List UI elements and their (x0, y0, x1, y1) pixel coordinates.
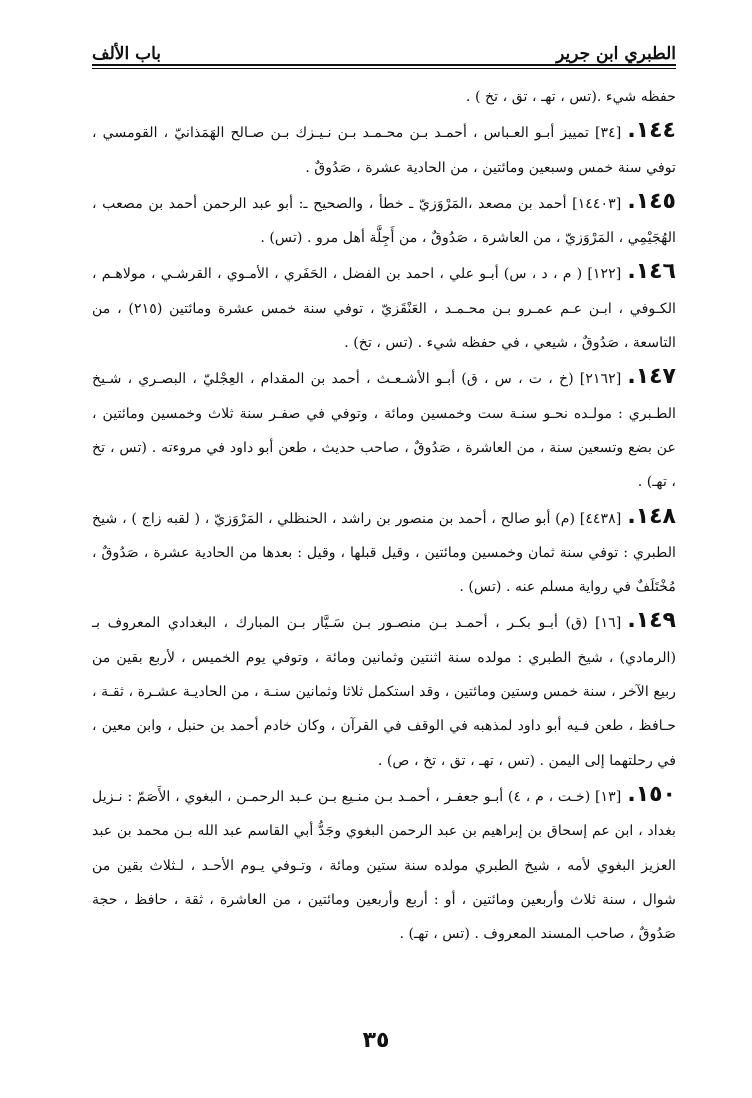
chapter-title: باب الألف (92, 44, 162, 64)
entry-number: ١٤٩. (627, 608, 676, 634)
page-number: ٣٥ (362, 1028, 390, 1053)
continuation-text: حفظه شيء .(تس ، تهـ ، تق ، تخ ) . (465, 89, 676, 105)
entry-number: ١٤٤. (627, 118, 676, 144)
entry-text: [٢١٦٢] (خ ، ت ، س ، ق) أبـو الأشـعـث ، أحمد بن المقدام ، العِجْليّ ، البصـري ، شـيخ الطـبري : مولـده نحـو سنـة ست وخمسين ومائة ، وتوفي في صفـر سنة ثلاث وخمسين ومائتين ، عن بضع وتسعين سنة ، من العاشرة ، صَدُوقٌ ، صاحب حديث ، طعن أبو داود في مروءته . (تس ، تخ ، تهـ) . (92, 371, 676, 491)
entry-text: [٤٤٣٨] (م) أبو صالح ، أحمد بن منصور بن راشد ، الحنظلي ، المَرْوَزيّ ، ( لقبه زاج ) ، شيخ الطبري : توفي سنة ثمان وخمسين ومائتين ، وقيل قبلها ، وقيل : بعدها من الحادية عشرة ، صَدُوقٌ ، مُخْتَلَفٌ في رواية مسلم عنه . (تس) . (92, 510, 676, 596)
narrator-entry (92, 778, 676, 951)
entry-number: ١٤٧. (627, 364, 676, 390)
header-rule (92, 64, 676, 66)
narrator-entry (92, 114, 676, 185)
entry-number: ١٤٥. (627, 188, 676, 214)
entry-number: ١٥٠. (627, 781, 676, 807)
page-body (92, 80, 676, 951)
entry-text: [١٦] (ق) أبـو بكـر ، أحمـد بـن منصـور بـن سَـيَّار بـن المبارك ، البغدادي المعروف بـ (الرمادي) ، شيخ الطبري : مولده سنة اثنتين وثمانين ومائة ، وتوفي يوم الخميس ، لأربع بقين من ربيع الآخر ، سنة خمس وستين ومائتين ، وقد استكمل ثلاثا وثمانين سنـة ، من الحاديـة عشـرة ، ثقـة ، حـافظ ، طعن فـيه أبو داود لمذهبه في الوقف في القرآن ، وكان خادم أحمد بن حنبل ، وابن معين ، في رحلتهما إلى اليمن . (تس ، تهـ ، تق ، تخ ، ص) . (92, 615, 676, 769)
narrator-entry (92, 604, 676, 777)
book-title: الطبري ابن جرير (556, 44, 676, 64)
running-header (92, 28, 676, 64)
narrator-entry (92, 360, 676, 499)
entry-text: [٣٤] تمييز أبـو العـباس ، أحمـد بـن محـمـد بـن نـيـزك بـن صـالح الهَمَذانيّ ، القومسي ، توفي سنة خمس وسبعين ومائتين ، من الحادية عشرة ، صَدُوقٌ . (92, 125, 676, 176)
narrator-entry (92, 185, 676, 256)
entry-text: [١٤٤٠٣] أحمد بن مصعد ،المَرْوَزيّ ـ خطأ ، والصحيح ـ: أبو عبد الرحمن أحمد بن مصعب ، الهُجَيْمِي ، المَرْوَزيّ ، من العاشرة ، صَدُوقٌ ، من أَجِلَّة أهل مرو . (تس) . (92, 195, 676, 247)
narrator-entry (92, 255, 676, 360)
entry-text: [١٣] (خـت ، م ، ٤) أبـو جعفـر ، أحمـد بـن منـيع بـن عـبد الرحمـن ، البغوي ، الأَصَمّ : نـزيل بغداد ، ابن عم إسحاق بن إبراهيم بن عبد الرحمن البغوي وجَدُّ أبي القاسم عبد الله بـن محمد بن عبد العزيز البغوي لأمه ، شيخ الطبري مولده سنة ستين ومائة ، وتـوفي يـوم الأحـد ، لـثلاث بقين من شوال ، سنة ثلاث وأربعين ومائتين ، أو : أربع وأربعين ومائتين ، من العاشرة ، ثقة ، حافظ ، حجة صَدُوقٌ ، صاحب المسند المعروف . (تس ، تهـ) . (92, 788, 676, 943)
entry-number: ١٤٦. (627, 259, 676, 285)
header-rule-thin (92, 68, 676, 69)
entry-number: ١٤٨. (627, 503, 676, 529)
narrator-entry (92, 500, 676, 605)
entry-text: [١٢٢] ( م ، د ، س) أبـو علي ، احمد بن الفضل ، الحَفَري ، الأمـوي ، القرشـي ، مولاهـم ، الكـوفي ، ابـن عـم عمـرو بـن محـمـد ، العَنْقَزيّ ، توفي سنة خمس عشرة ومائتين (٢١٥) ، من التاسعة ، صَدُوقٌ ، شيعي ، في حفظه شيء . (تس ، تخ) . (92, 266, 676, 352)
